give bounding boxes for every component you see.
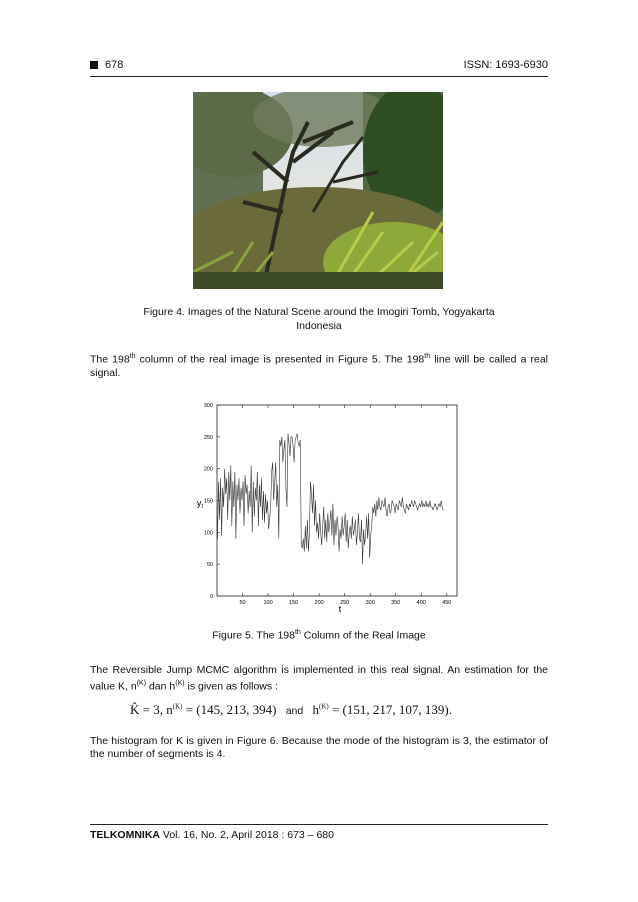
page-number: 678 xyxy=(105,59,124,71)
x-tick-label: 50 xyxy=(239,600,246,606)
x-ticks xyxy=(239,405,451,606)
header-left xyxy=(90,59,123,71)
para2-sup-2: (K) xyxy=(175,680,185,687)
y-axis-label: $y_t$ xyxy=(196,498,204,510)
black-square-icon xyxy=(90,61,98,69)
para1-sup-2: th xyxy=(424,353,431,360)
page-header xyxy=(90,59,548,75)
figure5-caption-sup: th xyxy=(294,629,301,636)
x-tick-label: 100 xyxy=(263,600,273,606)
paragraph-3: The histogram for K is given in Figure 6. Because the mode of the histogram is 3, the estimator of the number of segments is 4. xyxy=(90,735,548,760)
eq-h-sup: (K) xyxy=(318,702,329,711)
y-tick-label: 200 xyxy=(203,466,213,473)
para2-text-b: dan h xyxy=(146,680,176,693)
eq-h-part: h xyxy=(312,702,319,717)
para1-text-c: line will be called a real signal. xyxy=(90,353,548,379)
x-tick-label: 350 xyxy=(391,600,401,606)
y-tick-label: 100 xyxy=(203,530,213,537)
x-tick-label: 150 xyxy=(289,600,299,606)
x-tick-label: 300 xyxy=(365,600,375,606)
issn: ISSN: 1693-6930 xyxy=(463,59,548,71)
x-axis-label: t xyxy=(338,604,342,614)
eq-h-value: = (151, 217, 107, 139). xyxy=(328,702,452,717)
y-tick-label: 0 xyxy=(209,594,213,600)
para1-text-b: column of the real image is presented in Figure 5. The 198 xyxy=(135,353,425,366)
series-line xyxy=(218,434,444,565)
y-tick-label: 250 xyxy=(203,434,213,441)
figure4-caption xyxy=(90,305,548,333)
paragraph-2 xyxy=(90,664,548,694)
x-tick-label: 450 xyxy=(442,600,452,606)
footer-rule xyxy=(90,824,548,825)
y-tick-label: 300 xyxy=(203,403,213,409)
eq-n-sup: (K) xyxy=(172,702,183,711)
figure4-photo xyxy=(193,92,443,289)
y-tick-label: 50 xyxy=(206,562,213,569)
figure5-chart xyxy=(190,395,470,615)
header-rule xyxy=(90,76,548,77)
footer-details: Vol. 16, No. 2, April 2018 : 673 – 680 xyxy=(160,829,334,841)
figure5-caption xyxy=(90,626,548,643)
paragraph-1 xyxy=(90,350,548,380)
x-tick-label: 400 xyxy=(416,600,426,606)
estimation-equation xyxy=(130,702,452,718)
x-tick-label: 200 xyxy=(314,600,324,606)
para2-text-c: is given as follows : xyxy=(184,680,278,693)
para2-text-a: The Reversible Jump MCMC algorithm is implemented in this real signal. An estimation for the value K, n xyxy=(90,664,548,693)
x-tick-label: 250 xyxy=(340,600,350,606)
figure5-caption-b: Column of the Real Image xyxy=(300,629,426,642)
natural-scene-image xyxy=(193,92,443,289)
eq-and: and xyxy=(285,705,304,717)
figure4-caption-line2: Indonesia xyxy=(296,320,342,332)
para1-sup-1: th xyxy=(129,353,136,360)
eq-n-value: = (145, 213, 394) xyxy=(182,702,277,717)
para2-sup-1: (K) xyxy=(136,680,147,687)
para1-text-a: The 198 xyxy=(90,353,130,366)
footer-journal: TELKOMNIKA xyxy=(90,829,160,841)
figure5-caption-a: Figure 5. The 198 xyxy=(212,629,295,642)
page-footer xyxy=(90,829,334,841)
eq-k-part: K̂ = 3, n xyxy=(130,702,173,717)
y-tick-label: 150 xyxy=(203,498,213,505)
figure4-caption-line1: Figure 4. Images of the Natural Scene around the Imogiri Tomb, Yogyakarta xyxy=(143,306,495,318)
y-ticks xyxy=(204,403,220,600)
